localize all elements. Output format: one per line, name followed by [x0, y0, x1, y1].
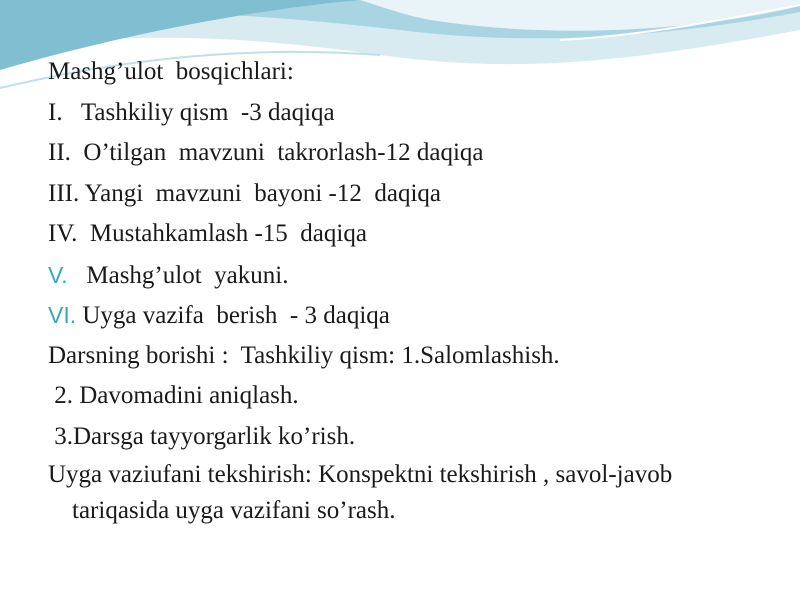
stage-item: IV. Mustahkamlash -15 daqiqa: [48, 220, 367, 247]
stage-item: [48, 255, 768, 296]
stage-text: Uyga vazifa berish - 3 daqiqa: [76, 302, 390, 329]
lesson-flow-line: Darsning borishi : Tashkiliy qism: 1.Salomlashish.: [48, 341, 560, 369]
lesson-flow-line: 2. Davomadini aniqlash.: [48, 382, 299, 409]
stage-item: II. O’tilgan mavzuni takrorlash-12 daqiqa: [48, 139, 484, 166]
stage-item: I. Tashkiliy qism -3 daqiqa: [48, 98, 335, 126]
stage-item: III. Yangi mavzuni bayoni -12 daqiqa: [48, 179, 441, 207]
lesson-flow-line: 3.Darsga tayyorgarlik ko’rish.: [48, 422, 356, 450]
stage-number: VI.: [48, 302, 77, 328]
slide-text-body: [48, 52, 768, 529]
stage-text: Mashg’ulot yakuni.: [67, 261, 289, 289]
stage-number: V.: [48, 261, 68, 288]
homework-check-line: Uyga vaziufani tekshirish: Konspektni tekshirish , savol-javob tariqasida uyga vazifani so’rash.: [48, 461, 673, 524]
stages-heading: Mashg’ulot bosqichlari:: [48, 58, 294, 85]
stage-item: [48, 295, 768, 336]
